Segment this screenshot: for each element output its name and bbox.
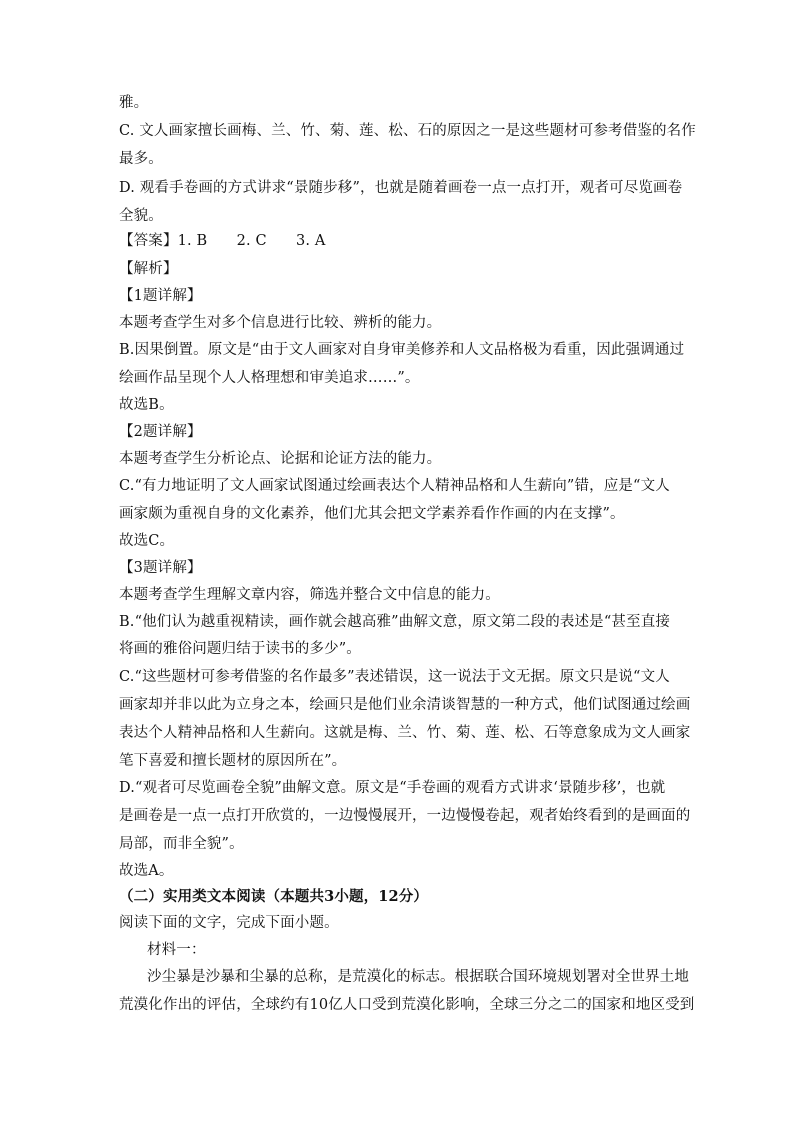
answer-line: 【答案】1. B 2. C 3. A bbox=[119, 233, 326, 249]
text-line: 荒漠化作出的评估，全球约有10亿人口受到荒漠化影响，全球三分之二的国家和地区受到 bbox=[119, 997, 695, 1013]
text-line: D.“观者可尽览画卷全貌”曲解文意。原文是“手卷画的观看方式讲求‘景随步移’，也就 bbox=[119, 780, 666, 796]
text-line: D. 观看手卷画的方式讲求“景随步移”，也就是随着画卷一点一点打开，观者可尽览画卷 bbox=[119, 180, 683, 196]
text-line: 画家颇为重视自身的文化素养，他们尤其会把文学素养看作作画的内在支撑”。 bbox=[119, 506, 625, 522]
text-line: 本题考查学生理解文章内容，筛选并整合文中信息的能力。 bbox=[119, 587, 500, 603]
text-line: 雅。 bbox=[119, 95, 149, 111]
text-line: 笔下喜爱和擅长题材的原因所在”。 bbox=[119, 753, 347, 769]
material-label: 材料一： bbox=[147, 942, 206, 958]
text-line: 绘画作品呈现个人人格理想和审美追求……”。 bbox=[119, 370, 420, 386]
text-line: C.“这些题材可参考借鉴的名作最多”表述错误，这一说法于文无据。原文只是说“文人 bbox=[119, 669, 670, 685]
question-3-heading: 【3题详解】 bbox=[119, 560, 202, 576]
text-line: 本题考查学生分析论点、论据和论证方法的能力。 bbox=[119, 451, 442, 467]
text-line: 是画卷是一点一点打开欣赏的，一边慢慢展开，一边慢慢卷起，观者始终看到的是画面的 bbox=[119, 808, 691, 824]
text-line: C.“有力地证明了文人画家试图通过绘画表达个人精神品格和人生薪向”错，应是“文人 bbox=[119, 478, 670, 494]
text-line: 故选C。 bbox=[119, 533, 175, 549]
text-line: 画家却并非以此为立身之本，绘画只是他们业余清谈智慧的一种方式，他们试图通过绘画 bbox=[119, 697, 691, 713]
text-line: 全貌。 bbox=[119, 208, 163, 224]
text-line: 沙尘暴是沙暴和尘暴的总称，是荒漠化的标志。根据联合国环境规划署对全世界土地 bbox=[147, 969, 690, 985]
text-line: 表达个人精神品格和人生薪向。这就是梅、兰、竹、菊、莲、松、石等意象成为文人画家 bbox=[119, 725, 691, 741]
text-line: C. 文人画家擅长画梅、兰、竹、菊、莲、松、石的原因之一是这些题材可参考借鉴的名作 bbox=[119, 123, 696, 139]
section-heading: （二）实用类文本阅读（本题共3小题，12分） bbox=[119, 888, 429, 905]
question-2-heading: 【2题详解】 bbox=[119, 424, 202, 440]
text-line: 故选A。 bbox=[119, 863, 174, 879]
question-1-heading: 【1题详解】 bbox=[119, 288, 202, 304]
analysis-heading: 【解析】 bbox=[119, 261, 178, 277]
text-line: 局部，而非全貌”。 bbox=[119, 836, 244, 852]
text-line: B.“他们认为越重视精读，画作就会越高雅”曲解文意，原文第二段的表述是“甚至直接 bbox=[119, 614, 670, 630]
text-line: 最多。 bbox=[119, 151, 163, 167]
text-line: B.因果倒置。原文是“由于文人画家对自身审美修养和人文品格极为看重，因此强调通过 bbox=[119, 342, 685, 358]
text-line: 本题考查学生对多个信息进行比较、辨析的能力。 bbox=[119, 315, 442, 331]
instruction-line: 阅读下面的文字，完成下面小题。 bbox=[119, 915, 339, 931]
text-line: 将画的雅俗问题归结于读书的多少”。 bbox=[119, 641, 361, 657]
text-line: 故选B。 bbox=[119, 397, 174, 413]
